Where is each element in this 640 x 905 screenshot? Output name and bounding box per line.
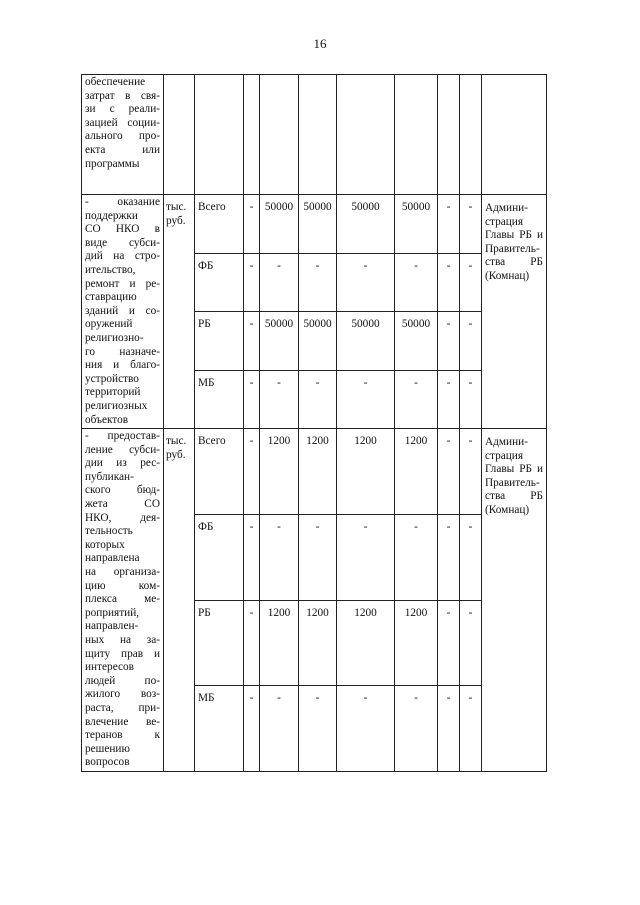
text-line: щиту прав и xyxy=(85,647,160,660)
value-cell: - xyxy=(395,514,438,600)
text-line: жилого воз- xyxy=(85,688,160,701)
text-line: зацией соции- xyxy=(85,116,160,129)
text-line: НКО, дея- xyxy=(85,511,160,524)
text-line: ского бюд- xyxy=(85,484,160,497)
text-line: которых xyxy=(85,538,125,551)
value-cell: - xyxy=(460,195,482,254)
value-cell: - xyxy=(244,370,260,429)
text-line: на организа- xyxy=(85,566,160,579)
value-cell: 1200 xyxy=(395,429,438,515)
text-line: ление субси- xyxy=(85,443,160,456)
measure-description xyxy=(82,429,164,772)
text-line: тельность xyxy=(85,525,133,538)
text-line: территорий xyxy=(85,386,141,399)
text-line: дий на стро- xyxy=(85,250,160,263)
text-line: страция xyxy=(485,449,524,462)
value-cell: 50000 xyxy=(337,195,395,254)
unit-cell xyxy=(164,195,195,429)
value-cell: 50000 xyxy=(337,312,395,371)
funding-source: ФБ xyxy=(195,253,244,312)
funding-source: МБ xyxy=(195,686,244,772)
value-cell: - xyxy=(299,370,337,429)
measure-description xyxy=(82,195,164,429)
executor-cell xyxy=(482,429,547,772)
value-cell: - xyxy=(395,370,438,429)
executor-cell xyxy=(482,195,547,429)
program-table xyxy=(81,74,547,772)
text-line: религиозно- xyxy=(85,331,144,344)
value-cell: 1200 xyxy=(337,429,395,515)
text-line: направлен- xyxy=(85,620,139,633)
text-line: ремонт и ре- xyxy=(85,277,160,290)
value-cell: - xyxy=(244,686,260,772)
value-cell: 50000 xyxy=(260,195,299,254)
value-cell: - xyxy=(337,514,395,600)
value-cell: - xyxy=(337,686,395,772)
value-cell: 1200 xyxy=(395,600,438,686)
text-line: интересов xyxy=(85,661,134,674)
value-cell: - xyxy=(244,600,260,686)
text-line: го назначе- xyxy=(85,345,160,358)
funding-source: Всего xyxy=(195,195,244,254)
text-line: религиозных xyxy=(85,399,148,412)
text-line: решению xyxy=(85,742,130,755)
text-line: тыс. xyxy=(166,201,187,213)
text-line: - предостав- xyxy=(85,430,160,443)
text-line: Админи- xyxy=(485,436,528,449)
text-line: ительство, xyxy=(85,263,136,276)
funding-source: РБ xyxy=(195,312,244,371)
text-line: затрат в свя- xyxy=(85,89,160,102)
text-line: (Комнац) xyxy=(485,269,530,282)
text-line: вопросов xyxy=(85,756,130,769)
text-line: Правитель- xyxy=(485,242,540,255)
text-line: Админи- xyxy=(485,202,528,214)
funding-source: Всего xyxy=(195,429,244,515)
table-row xyxy=(82,195,547,254)
value-cell: - xyxy=(260,253,299,312)
text-line: ния и благо- xyxy=(85,359,160,372)
text-line: жета СО xyxy=(85,498,160,511)
text-line: екта или xyxy=(85,143,160,156)
value-cell: - xyxy=(395,686,438,772)
text-line: страция xyxy=(485,215,524,228)
value-cell: 50000 xyxy=(299,312,337,371)
value-cell: 1200 xyxy=(260,600,299,686)
value-cell: - xyxy=(299,686,337,772)
value-cell: - xyxy=(460,370,482,429)
text-line: теранов к xyxy=(85,729,160,742)
text-line: виде субси- xyxy=(85,236,160,249)
value-cell: - xyxy=(460,686,482,772)
value-cell: 50000 xyxy=(299,195,337,254)
text-line: - оказание xyxy=(85,196,160,208)
text-line: роприятий, xyxy=(85,606,140,619)
text-line: Правитель- xyxy=(485,476,540,489)
value-cell: - xyxy=(299,514,337,600)
value-cell: - xyxy=(244,312,260,371)
measure-description xyxy=(82,75,164,195)
value-cell: - xyxy=(395,253,438,312)
value-cell: - xyxy=(438,253,460,312)
text-line: обеспечение xyxy=(85,76,146,88)
value-cell: - xyxy=(438,195,460,254)
text-line: устройство xyxy=(85,372,139,385)
text-line: ных на за- xyxy=(85,634,160,646)
value-cell: - xyxy=(438,429,460,515)
text-line: ального про- xyxy=(85,130,160,143)
value-cell: - xyxy=(244,195,260,254)
text-line: ства РБ xyxy=(485,490,543,503)
table-row xyxy=(82,75,547,195)
funding-source: РБ xyxy=(195,600,244,686)
value-cell: - xyxy=(460,514,482,600)
text-line: публикан- xyxy=(85,470,134,483)
value-cell: - xyxy=(438,514,460,600)
value-cell: 50000 xyxy=(395,312,438,371)
value-cell: 1200 xyxy=(299,429,337,515)
text-line: объектов xyxy=(85,413,129,426)
text-line: цию ком- xyxy=(85,579,160,592)
text-line: руб. xyxy=(166,448,186,461)
funding-source: ФБ xyxy=(195,514,244,600)
table-row xyxy=(82,429,547,515)
value-cell: - xyxy=(460,429,482,515)
text-line: руб. xyxy=(166,214,186,227)
text-line: направлена xyxy=(85,552,140,565)
unit-cell xyxy=(164,429,195,772)
text-line: ставрацию xyxy=(85,291,137,304)
value-cell: 1200 xyxy=(260,429,299,515)
text-line: программы xyxy=(85,157,140,170)
value-cell: - xyxy=(260,514,299,600)
value-cell: - xyxy=(260,686,299,772)
value-cell: - xyxy=(337,370,395,429)
value-cell: - xyxy=(260,370,299,429)
text-line: тыс. xyxy=(166,435,187,448)
value-cell: - xyxy=(337,253,395,312)
value-cell: - xyxy=(460,312,482,371)
value-cell: - xyxy=(299,253,337,312)
text-line: раста, при- xyxy=(85,701,160,714)
text-line: поддержки xyxy=(85,209,138,222)
text-line: Главы РБ и xyxy=(485,463,543,476)
value-cell: - xyxy=(438,686,460,772)
text-line: СО НКО в xyxy=(85,223,160,236)
text-line: влечение ве- xyxy=(85,715,160,728)
value-cell: - xyxy=(244,429,260,515)
text-line: Главы РБ и xyxy=(485,229,543,242)
text-line: зи с реали- xyxy=(85,103,160,116)
value-cell: 1200 xyxy=(337,600,395,686)
page-number: 16 xyxy=(313,36,327,51)
text-line: людей по- xyxy=(85,674,160,687)
value-cell: 1200 xyxy=(299,600,337,686)
text-line: (Комнац) xyxy=(485,504,530,517)
value-cell: - xyxy=(244,514,260,600)
value-cell: - xyxy=(438,370,460,429)
text-line: зданий и со- xyxy=(85,304,160,317)
value-cell: - xyxy=(460,600,482,686)
text-line: плекса ме- xyxy=(85,593,160,606)
text-line: оружений xyxy=(85,318,133,331)
value-cell: - xyxy=(244,253,260,312)
value-cell: 50000 xyxy=(395,195,438,254)
text-line: дии из рес- xyxy=(85,457,160,470)
value-cell: 50000 xyxy=(260,312,299,371)
text-line: ства РБ xyxy=(485,256,543,269)
value-cell: - xyxy=(438,312,460,371)
value-cell: - xyxy=(438,600,460,686)
funding-source: МБ xyxy=(195,370,244,429)
value-cell: - xyxy=(460,253,482,312)
